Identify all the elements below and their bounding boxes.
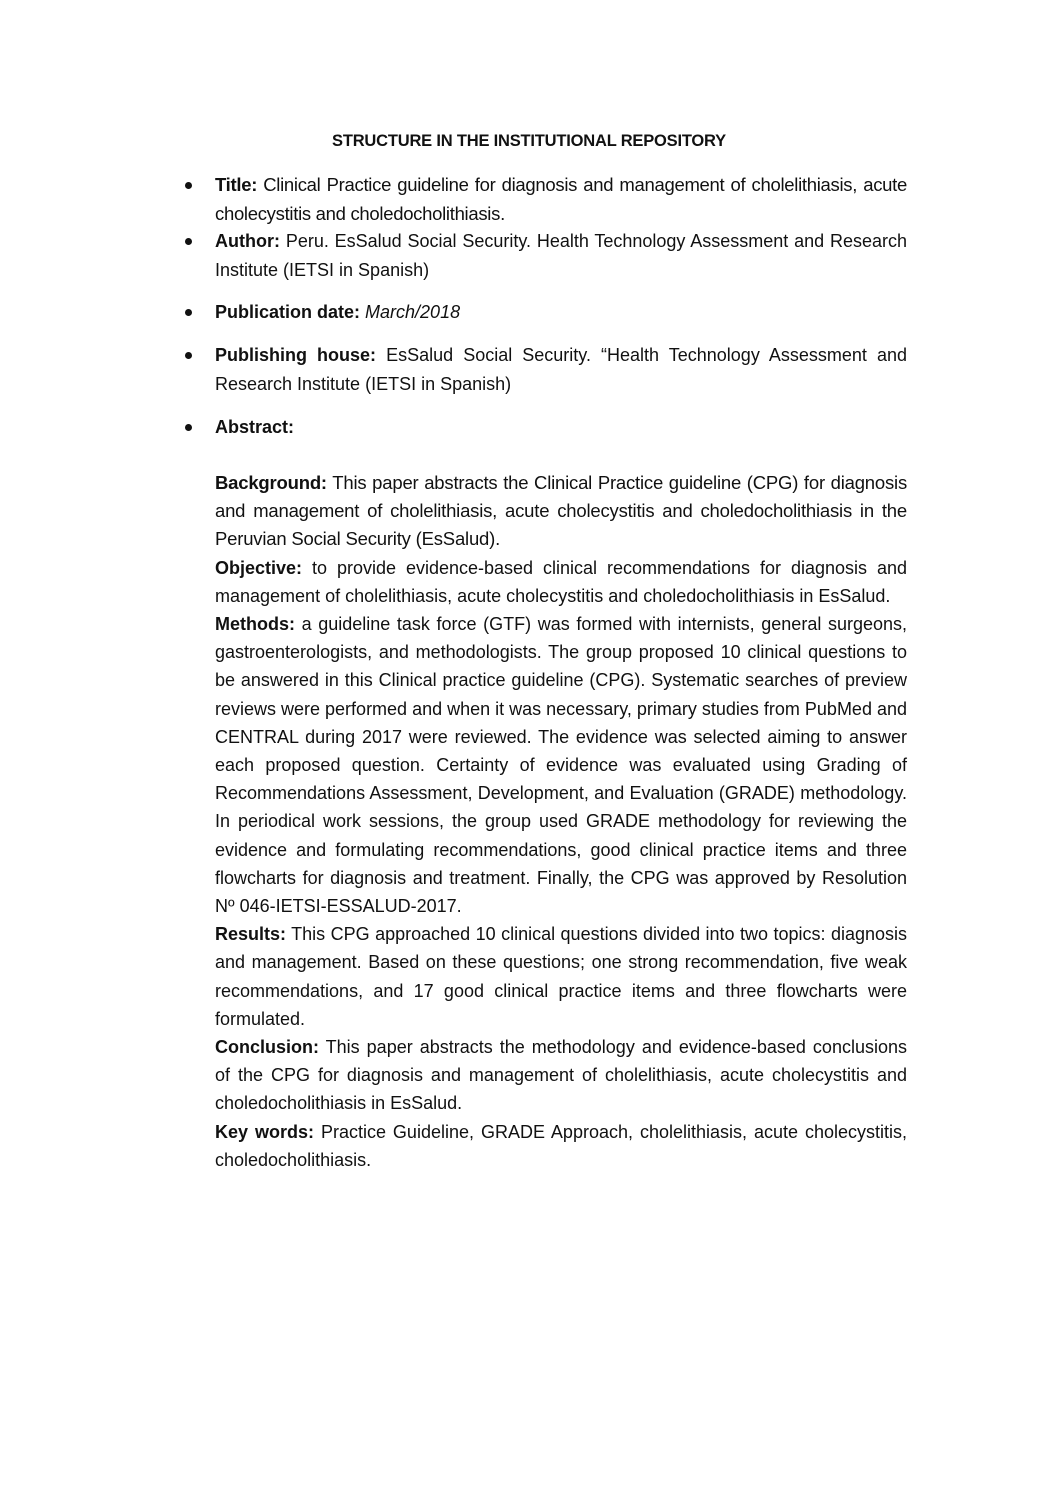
results-label: Results: [215,924,287,945]
author-label: Author: [215,231,280,251]
methods-label: Methods: [215,614,295,635]
objective-text: to provide evidence-based clinical recommendations for diagnosis and management of cholelithiasis, acute cholecystitis and choledocholithiasis in EsSalud. [215,557,907,606]
bullet-icon [183,298,195,326]
abstract-results [215,920,907,1033]
abstract-label: Abstract: [215,417,295,437]
publication-date-value: March/2018 [365,302,461,322]
conclusion-label: Conclusion: [215,1037,319,1058]
abstract-conclusion [215,1033,907,1118]
publication-date-field [215,298,907,327]
bullet-icon [183,341,195,369]
page-heading: STRUCTURE IN THE INSTITUTIONAL REPOSITORY [332,132,726,150]
abstract-field [215,413,907,442]
background-text: This paper abstracts the Clinical Practice guideline (CPG) for diagnosis and management of cholelithiasis, acute cholecystitis and choledocholithiasis in the Peruvian Social Security (EsSalud). [215,472,907,550]
methods-text: a guideline task force (GTF) was formed with internists, general surgeons, gastroenterologists, and methodologists. The group proposed 10 clinical questions to be answered in this Clinical practice guideline (CPG). Systematic searches of preview reviews were performed and when it was necessary, primary studies from PubMed and CENTRAL during 2017 were reviewed. The evidence was selected aiming to answer each proposed question. Certainty of evidence was evaluated using Grading of Recommendations Assessment, Development, and Evaluation (GRADE) methodology. In periodical work sessions, the group used GRADE methodology for reviewing the evidence and formulating recommendations, good clinical practice items and three flowcharts for diagnosis and treatment. Finally, the CPG was approved by Resolution Nº 046-IETSI-ESSALUD-2017. [215,614,907,917]
title-label: Title: [215,174,258,195]
publishing-house-value: EsSalud Social Security. “Health Technology Assessment and Research Institute (IETSI in Spanish) [215,345,907,394]
abstract-methods [215,610,907,920]
keywords-label: Key words: [215,1121,314,1142]
background-label: Background: [215,472,327,493]
objective-label: Objective: [215,557,303,578]
keywords-text: Practice Guideline, GRADE Approach, cholelithiasis, acute cholecystitis, choledocholithiasis. [215,1121,907,1170]
title-value: Clinical Practice guideline for diagnosis and management of cholelithiasis, acute cholecystitis and choledocholithiasis. [215,174,907,224]
abstract-body [215,469,907,1174]
title-field [215,171,907,228]
conclusion-text: This paper abstracts the methodology and evidence-based conclusions of the CPG for diagnosis and management of cholelithiasis, acute cholecystitis and choledocholithiasis in EsSalud. [215,1037,907,1114]
author-field [215,227,907,284]
bullet-icon [183,171,195,199]
abstract-keywords [215,1118,907,1174]
publishing-house-label: Publishing house: [215,345,377,365]
publication-date-label: Publication date: [215,302,361,322]
abstract-background [215,469,907,554]
bullet-icon [183,413,195,441]
abstract-objective [215,554,907,610]
bullet-icon [183,227,195,255]
publishing-house-field [215,341,907,398]
author-value: Peru. EsSalud Social Security. Health Technology Assessment and Research Institute (IETSI in Spanish) [215,231,907,280]
results-text: This CPG approached 10 clinical questions divided into two topics: diagnosis and management. Based on these questions; one strong recommendation, five weak recommendations, and 17 good clinical practice items and three flowcharts were formulated. [215,924,907,1029]
